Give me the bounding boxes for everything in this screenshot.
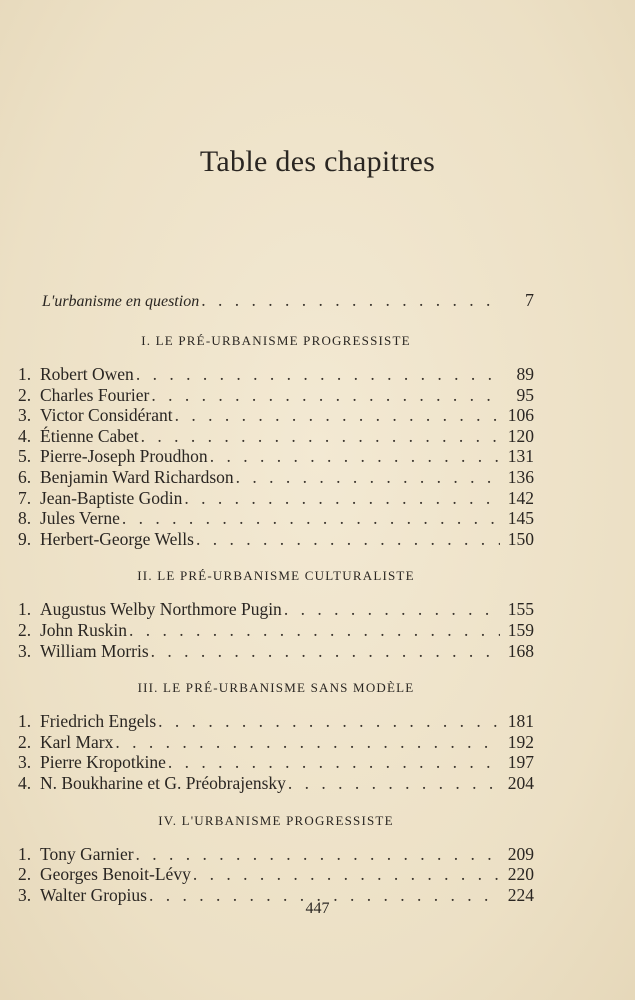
toc-entry-number: 3. <box>18 640 32 661</box>
toc-entry-page: 159 <box>507 619 534 640</box>
dot-leader <box>288 773 500 794</box>
dot-leader <box>136 844 500 865</box>
toc-entry-page: 204 <box>507 772 534 793</box>
toc-entry-number: 6. <box>18 466 32 487</box>
dot-leader <box>210 446 500 467</box>
toc-entry-title: Étienne Cabet <box>40 425 139 446</box>
toc-entry <box>18 426 534 447</box>
toc-entry-title: Herbert-George Wells <box>40 528 194 549</box>
toc-entry-title: Karl Marx <box>40 731 114 752</box>
toc-entry-page: 142 <box>507 487 534 508</box>
table-of-contents <box>18 285 534 905</box>
toc-entry-page: 145 <box>507 508 534 529</box>
toc-entry-number: 2. <box>18 731 32 752</box>
toc-entry <box>18 508 534 529</box>
toc-entry-page: 131 <box>507 446 534 467</box>
page-title: Table des chapitres <box>199 145 436 178</box>
toc-entry-number: 1. <box>18 843 32 864</box>
toc-entry-title: Charles Fourier <box>40 384 150 405</box>
toc-entry <box>18 752 534 773</box>
toc-entry-page: 89 <box>516 364 534 384</box>
toc-entry <box>18 641 534 662</box>
toc-entry-title: Augustus Welby Northmore Pugin <box>40 599 282 620</box>
dot-leader <box>168 752 500 773</box>
toc-entry-number: 2. <box>18 864 32 885</box>
toc-entry-page: 7 <box>525 290 534 310</box>
toc-entry-number: 3. <box>18 884 32 905</box>
toc-entry-title: Friedrich Engels <box>40 711 157 732</box>
toc-entry-page: 209 <box>507 843 534 864</box>
toc-entry-title: Robert Owen <box>40 364 134 384</box>
toc-entry <box>18 446 534 467</box>
toc-entry <box>18 385 534 406</box>
toc-entry-page: 106 <box>507 405 534 426</box>
toc-entry-page: 197 <box>507 752 534 773</box>
toc-entry-title: Victor Considérant <box>40 405 173 426</box>
toc-entry <box>18 711 534 732</box>
toc-entry-title: Walter Gropius <box>40 884 147 905</box>
section-heading: I. LE PRÉ-URBANISME PROGRESSISTE <box>141 333 411 348</box>
toc-entry-title: Tony Garnier <box>40 843 134 864</box>
dot-leader <box>158 711 500 732</box>
toc-entry-number: 5. <box>18 446 32 467</box>
toc-entry-title: Pierre-Joseph Proudhon <box>40 446 208 467</box>
toc-entry-title: Jean-Baptiste Godin <box>40 487 183 508</box>
dot-leader <box>115 732 500 753</box>
toc-entry-page: 168 <box>507 640 534 661</box>
page-number: 447 <box>305 900 330 917</box>
dot-leader <box>193 864 500 885</box>
toc-entry-title: Benjamin Ward Richardson <box>40 466 234 487</box>
toc-entry-page: 120 <box>507 425 534 446</box>
toc-entry <box>18 864 534 885</box>
toc-entry <box>18 529 534 550</box>
toc-entry-page: 181 <box>507 711 534 732</box>
dot-leader <box>175 405 500 426</box>
section-heading: III. LE PRÉ-URBANISME SANS MODÈLE <box>137 680 415 696</box>
toc-entry-title: William Morris <box>40 640 149 661</box>
toc-entry-number: 3. <box>18 405 32 426</box>
dot-leader <box>136 364 500 385</box>
toc-intro-entry <box>18 290 534 316</box>
toc-sections <box>18 330 534 905</box>
toc-entry <box>18 620 534 641</box>
toc-entry-number: 2. <box>18 384 32 405</box>
toc-entry <box>18 364 534 385</box>
dot-leader <box>196 529 500 550</box>
toc-entry-page: 192 <box>507 731 534 752</box>
toc-entry-page: 136 <box>507 466 534 487</box>
toc-entry-number: 4. <box>18 772 32 793</box>
toc-entry <box>18 844 534 865</box>
dot-leader <box>236 467 500 488</box>
toc-entry-number: 4. <box>18 425 32 446</box>
toc-entry-page: 95 <box>516 384 534 405</box>
dot-leader <box>141 426 500 447</box>
toc-entry-title: Pierre Kropotkine <box>40 752 166 773</box>
dot-leader <box>151 385 500 406</box>
toc-entry-page: 224 <box>507 884 534 905</box>
toc-entry-title: John Ruskin <box>40 619 128 640</box>
toc-entry <box>18 732 534 753</box>
toc-entry <box>18 467 534 488</box>
toc-entry <box>18 488 534 509</box>
dot-leader <box>122 508 500 529</box>
toc-entry-title: L'urbanisme en question <box>42 293 200 310</box>
dot-leader <box>129 620 500 641</box>
dot-leader <box>201 290 500 311</box>
toc-entry <box>18 773 534 794</box>
section-heading: II. LE PRÉ-URBANISME CULTURALISTE <box>137 568 415 584</box>
toc-entry-number: 8. <box>18 508 32 529</box>
toc-entry-title: N. Boukharine et G. Préobrajensky <box>40 772 286 793</box>
toc-entry-page: 150 <box>507 528 534 549</box>
toc-entry-page: 220 <box>507 864 534 885</box>
toc-entry-number: 3. <box>18 752 32 773</box>
toc-entry-title: Georges Benoit-Lévy <box>40 864 191 885</box>
dot-leader <box>284 599 500 620</box>
toc-entry-number: 1. <box>18 364 32 384</box>
toc-entry <box>18 405 534 426</box>
section-heading: IV. L'URBANISME PROGRESSISTE <box>158 812 394 828</box>
toc-entry-number: 2. <box>18 619 32 640</box>
toc-entry-number: 9. <box>18 528 32 549</box>
toc-entry-number: 1. <box>18 599 32 620</box>
toc-entry <box>18 599 534 620</box>
toc-entry-number: 7. <box>18 487 32 508</box>
toc-entry-page: 155 <box>507 599 534 620</box>
toc-entry-number: 1. <box>18 711 32 732</box>
dot-leader <box>151 641 500 662</box>
dot-leader <box>184 488 500 509</box>
toc-entry-title: Jules Verne <box>40 508 120 529</box>
